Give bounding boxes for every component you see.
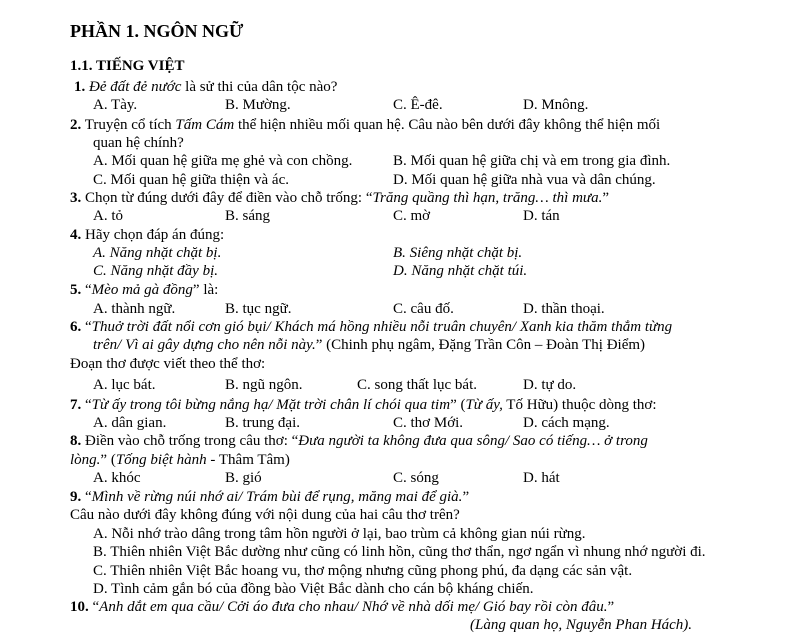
question-text: là sử thi của dân tộc nào? bbox=[181, 79, 338, 95]
option: D. Mối quan hệ giữa nhà vua và dân chúng. bbox=[393, 172, 656, 188]
option: A. thành ngữ. bbox=[93, 301, 176, 317]
question-text: ” bbox=[602, 190, 610, 206]
question-text: Chọn từ đúng dưới đây để điền vào chỗ trống: “ bbox=[81, 190, 373, 206]
option: C. song thất lục bát. bbox=[357, 377, 477, 393]
question-italic: Mèo mả gà đồng bbox=[91, 282, 193, 298]
question-italic: Đẻ đất đẻ nước bbox=[89, 79, 182, 95]
subsection-heading: 1.1. TIẾNG VIỆT bbox=[70, 58, 185, 74]
question-number: 10. bbox=[70, 599, 89, 615]
question-2-cont: quan hệ chính? bbox=[93, 135, 184, 151]
question-text: ” ( bbox=[100, 452, 116, 468]
poem-source bbox=[470, 616, 692, 634]
option: B. tục ngữ. bbox=[225, 301, 292, 317]
option: A. dân gian. bbox=[93, 415, 167, 431]
source-text: (Làng quan họ, Nguyễn Phan Hách). bbox=[470, 617, 693, 633]
option-text: C. Năng nhặt đầy bị. bbox=[93, 263, 219, 279]
question-6-cont bbox=[93, 336, 645, 354]
question-9-prompt: Câu nào dưới đây không đúng với nội dung của hai câu thơ trên? bbox=[70, 507, 460, 523]
question-text: “ bbox=[88, 599, 100, 615]
option: B. Thiên nhiên Việt Bắc dường như cũng có linh hồn, cũng thơ thẩn, ngơ ngẩn vì nhung nhớ người đi. bbox=[93, 544, 706, 560]
question-italic: Trăng quầng thì hạn, trăng… thì mưa. bbox=[372, 190, 603, 206]
option: D. Mnông. bbox=[523, 97, 589, 113]
option: A. khóc bbox=[93, 470, 141, 486]
question-number: 3. bbox=[70, 190, 82, 206]
question-text: ” bbox=[607, 599, 615, 615]
option: B. ngũ ngôn. bbox=[225, 377, 303, 393]
option: B. sáng bbox=[225, 208, 270, 224]
question-text: Truyện cổ tích bbox=[81, 117, 176, 133]
question-number: 6. bbox=[70, 319, 82, 335]
question-number: 1. bbox=[74, 79, 86, 95]
option: D. tán bbox=[523, 208, 560, 224]
option: C. Ê-đê. bbox=[393, 97, 443, 113]
option: A. tỏ bbox=[93, 208, 123, 224]
question-number: 4. bbox=[70, 227, 82, 243]
question-number: 8. bbox=[70, 433, 82, 449]
option bbox=[93, 262, 218, 280]
question-6-prompt: Đoạn thơ được viết theo thể thơ: bbox=[70, 356, 266, 372]
question-italic: Mình về rừng núi nhớ ai/ Trám bùi để rụng, măng mai để già. bbox=[91, 489, 463, 505]
option: A. Nỗi nhớ trào dâng trong tâm hồn người ở lại, bao trùm cả không gian núi rừng. bbox=[93, 526, 586, 542]
question-italic: Từ ấy, bbox=[465, 397, 503, 413]
question-10 bbox=[70, 598, 614, 616]
option: B. Mối quan hệ giữa chị và em trong gia đình. bbox=[393, 153, 671, 169]
option: C. Mối quan hệ giữa thiện và ác. bbox=[93, 172, 289, 188]
question-italic: Anh dắt em qua cầu/ Cởi áo đưa cho nhau/ Nhớ về nhà dối mẹ/ Gió bay rồi còn đâu. bbox=[99, 599, 608, 615]
option-text: A. Năng nhặt chặt bị. bbox=[93, 245, 222, 261]
question-text: ” ( bbox=[450, 397, 466, 413]
option bbox=[393, 262, 527, 280]
question-italic: Tống biệt hành bbox=[115, 452, 207, 468]
question-text: thể hiện nhiều mối quan hệ. Câu nào bên dưới đây không thể hiện mối bbox=[234, 117, 661, 133]
question-text: ” là: bbox=[192, 282, 219, 298]
question-number: 7. bbox=[70, 397, 82, 413]
option bbox=[393, 244, 522, 262]
question-5 bbox=[70, 281, 218, 299]
question-7 bbox=[70, 396, 657, 414]
option: C. thơ Mới. bbox=[393, 415, 464, 431]
question-number: 2. bbox=[70, 117, 82, 133]
option: B. trung đại. bbox=[225, 415, 300, 431]
question-text: “ bbox=[81, 489, 92, 505]
question-number: 5. bbox=[70, 282, 82, 298]
question-6 bbox=[70, 318, 672, 336]
option: A. lục bát. bbox=[93, 377, 156, 393]
section-heading: PHẦN 1. NGÔN NGỮ bbox=[70, 21, 244, 41]
question-text: Điền vào chỗ trống trong câu thơ: “ bbox=[81, 433, 299, 449]
question-text: ” bbox=[462, 489, 470, 505]
option: D. cách mạng. bbox=[523, 415, 610, 431]
question-text: Hãy chọn đáp án đúng: bbox=[81, 227, 225, 243]
question-text: Tố Hữu) thuộc dòng thơ: bbox=[502, 397, 657, 413]
question-number: 9. bbox=[70, 489, 82, 505]
question-italic: Từ ấy trong tôi bừng nắng hạ/ Mặt trời chân lí chói qua tim bbox=[91, 397, 451, 413]
option: A. Mối quan hệ giữa mẹ ghẻ và con chồng. bbox=[93, 153, 353, 169]
question-italic: Đưa người ta không đưa qua sông/ Sao có tiếng… ở trong bbox=[298, 433, 648, 449]
option: D. thần thoại. bbox=[523, 301, 605, 317]
option-text: D. Năng nhặt chặt túi. bbox=[393, 263, 528, 279]
option-text: B. Siêng nhặt chặt bị. bbox=[393, 245, 523, 261]
question-text: - Thâm Tâm) bbox=[206, 452, 290, 468]
option: A. Tày. bbox=[93, 97, 138, 113]
question-text: ” (Chinh phụ ngâm, Đặng Trần Côn – Đoàn Thị Điểm) bbox=[315, 337, 646, 353]
question-8 bbox=[70, 432, 648, 450]
option: D. tự do. bbox=[523, 377, 577, 393]
question-8-cont bbox=[70, 451, 290, 469]
question-text: “ bbox=[81, 282, 92, 298]
question-3 bbox=[70, 189, 609, 207]
option: C. câu đố. bbox=[393, 301, 454, 317]
question-text: “ bbox=[81, 397, 92, 413]
option: D. Tình cảm gắn bó của đồng bào Việt Bắc dành cho cán bộ kháng chiến. bbox=[93, 581, 534, 597]
question-1 bbox=[74, 78, 337, 96]
question-text: “ bbox=[81, 319, 92, 335]
option: B. Mường. bbox=[225, 97, 291, 113]
option: C. mờ bbox=[393, 208, 431, 224]
question-2 bbox=[70, 116, 660, 134]
question-italic: lòng. bbox=[70, 452, 101, 468]
option: D. hát bbox=[523, 470, 560, 486]
question-italic: Thuở trời đất nổi cơn gió bụi/ Khách má hồng nhiều nỗi truân chuyên/ Xanh kia thăm thẳm từng bbox=[91, 319, 673, 335]
question-italic: Tấm Cám bbox=[175, 117, 235, 133]
option: C. Thiên nhiên Việt Bắc hoang vu, thơ mộng nhưng cũng phong phú, đa dạng các sản vật. bbox=[93, 563, 633, 579]
question-9 bbox=[70, 488, 469, 506]
option: C. sóng bbox=[393, 470, 439, 486]
option bbox=[93, 244, 221, 262]
question-italic: trên/ Vì ai gây dựng cho nên nỗi này. bbox=[93, 337, 316, 353]
question-4 bbox=[70, 226, 224, 244]
option: B. gió bbox=[225, 470, 262, 486]
